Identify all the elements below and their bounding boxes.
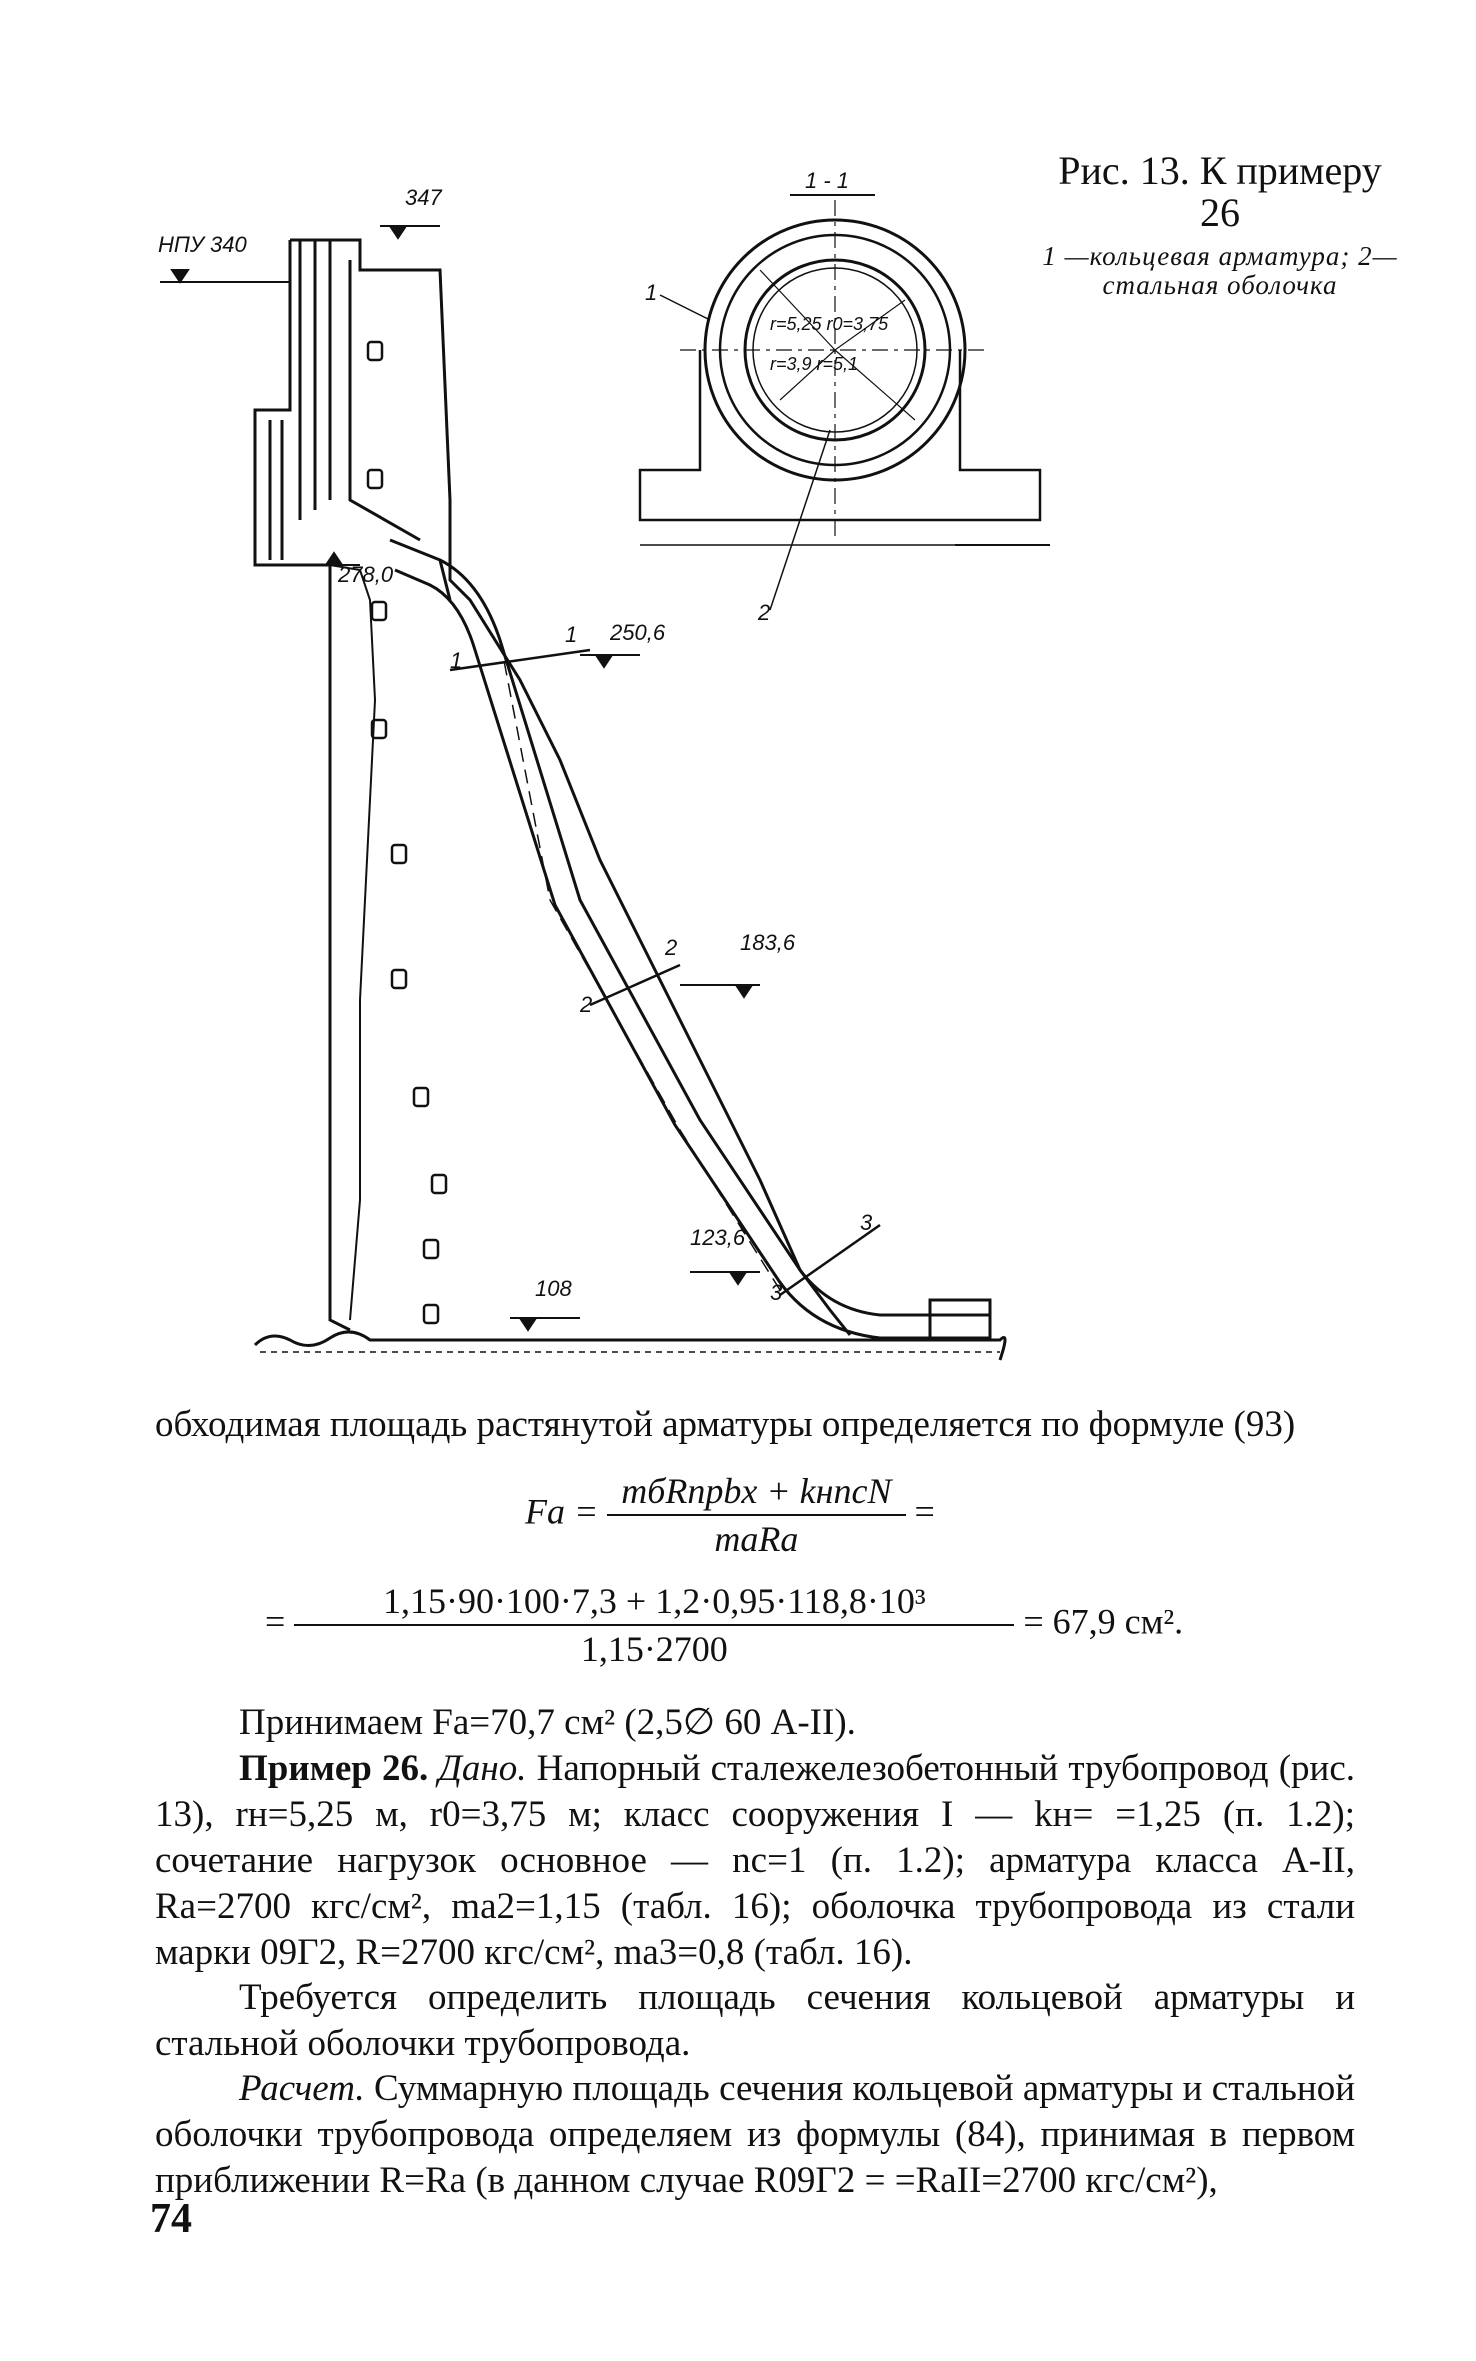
paragraph-required: Требуется определить площадь сечения кольцевой арматуры и стальной оболочки трубопровода. bbox=[155, 1977, 1355, 2064]
elev-347-label: 347 bbox=[405, 185, 442, 210]
sec-mark-1a: 1 bbox=[450, 648, 463, 673]
paragraph-example-26 bbox=[155, 1746, 1355, 1976]
sec-mark-3b: 3 bbox=[860, 1210, 873, 1235]
cross-section-1-1 bbox=[640, 195, 1050, 610]
sec-mark-2a: 2 bbox=[580, 992, 593, 1017]
page-number: 74 bbox=[150, 2196, 192, 2242]
ground-line bbox=[255, 1332, 1005, 1360]
section-label: 1 - 1 bbox=[805, 168, 850, 193]
penstock bbox=[390, 540, 990, 1340]
gallery-icons bbox=[368, 342, 446, 1323]
sec-mark-1b: 1 bbox=[565, 622, 578, 647]
calc-label: Расчет. bbox=[239, 2068, 365, 2109]
elev-183-label: 183,6 bbox=[740, 930, 796, 955]
elev-npu-label: НПУ 340 bbox=[158, 232, 247, 257]
formula-2-denominator: 1,15·2700 bbox=[580, 1629, 728, 1669]
example-label: Пример 26. bbox=[239, 1748, 429, 1789]
elev-108-label: 108 bbox=[535, 1276, 572, 1301]
elev-250-label: 250,6 bbox=[610, 620, 666, 645]
paragraph-accept: Принимаем Fa=70,7 см² (2,5∅ 60 А-II). bbox=[239, 1702, 856, 1743]
svg-text:r=3,9 r=5,1: r=3,9 r=5,1 bbox=[770, 354, 859, 374]
dam-outline bbox=[290, 240, 850, 1335]
formula-1-numerator: mбRпрbx + kнncN bbox=[607, 1470, 905, 1516]
caption-legend: 1 —кольцевая арматура; 2—стальная оболочка bbox=[1042, 241, 1398, 300]
calc-body: Суммарную площадь сечения кольцевой арматуры и стальной оболочки трубопровода определяем из формулы (84), принимая в первом приближении R=Ra (в данном случае R09Г2 = =RaII=2700 кгс/см²), bbox=[155, 2068, 1355, 2201]
label-1: 1 bbox=[645, 280, 658, 305]
example-given: Дано. bbox=[438, 1748, 527, 1789]
example-body: Напорный сталежелезобетонный трубопровод (рис. 13), rн=5,25 м, r0=3,75 м; класс сооружения I — kн= =1,25 (п. 1.2); сочетание нагрузок основное — nc=1 (п. 1.2); арматура класса А-II, Ra=2700 кгс/см², ma2=1,15 (табл. 16); оболочка трубопровода из стали марки 09Г2, R=2700 кгс/см², ma3=0,8 (табл. 16). bbox=[155, 1748, 1355, 1973]
elevation-marks bbox=[160, 226, 760, 1330]
label-2: 2 bbox=[758, 600, 771, 625]
formula-1-denominator: maRa bbox=[714, 1519, 799, 1559]
paragraph-intro: обходимая площадь растянутой арматуры определяется по формуле (93) bbox=[155, 1404, 1296, 1445]
elev-123-label: 123,6 bbox=[690, 1225, 746, 1250]
elev-278-label: 278,0 bbox=[338, 562, 394, 587]
sec-mark-2b: 2 bbox=[665, 935, 678, 960]
formula-1-lhs: Fa = bbox=[525, 1491, 599, 1532]
formula-2-fraction bbox=[294, 1580, 1014, 1670]
formula-2-numerator: 1,15·90·100·7,3 + 1,2·0,95·118,8·10³ bbox=[294, 1580, 1014, 1626]
formula-1-eq: = bbox=[914, 1491, 935, 1532]
formula-1 bbox=[525, 1470, 935, 1560]
formula-2-lead: = bbox=[265, 1601, 286, 1642]
formula-1-fraction bbox=[607, 1470, 905, 1560]
paragraph-calculation bbox=[155, 2066, 1355, 2204]
formula-2 bbox=[265, 1580, 1183, 1670]
svg-text:r=5,25 r0=3,75: r=5,25 r0=3,75 bbox=[770, 314, 889, 334]
sec-mark-3a: 3 bbox=[770, 1280, 783, 1305]
formula-2-result: = 67,9 см². bbox=[1023, 1601, 1184, 1642]
figure-caption bbox=[1040, 150, 1400, 300]
caption-title: Рис. 13. К примеру 26 bbox=[1058, 148, 1382, 235]
